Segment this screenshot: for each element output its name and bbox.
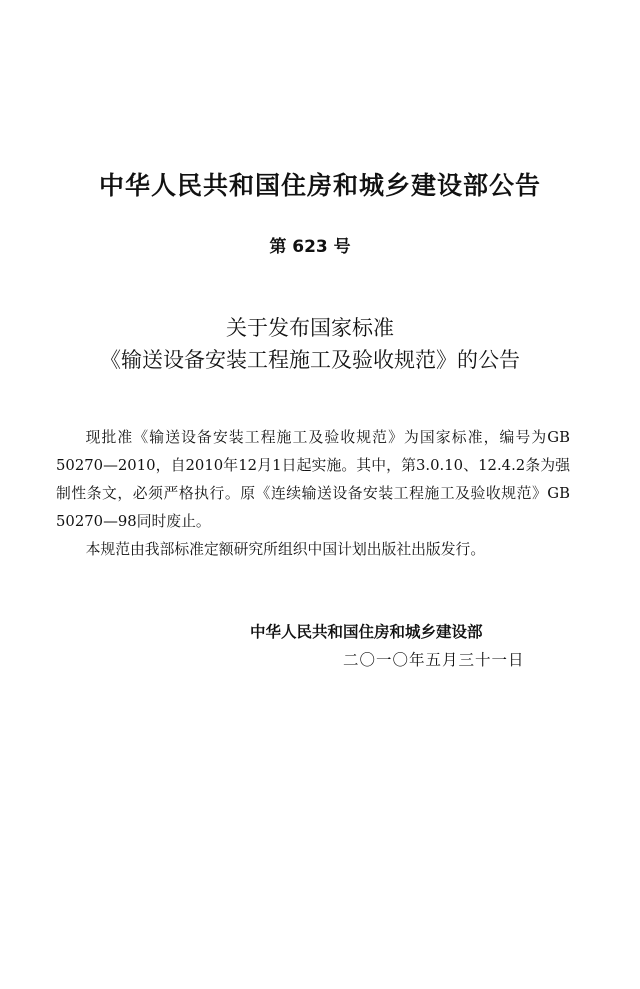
subject-line-2: 《输送设备安装工程施工及验收规范》的公告	[100, 348, 520, 372]
signature-block	[250, 618, 550, 674]
announcement-title: 中华人民共和国住房和城乡建设部公告	[98, 171, 541, 200]
announcement-subject	[0, 312, 620, 376]
announcement-body	[56, 424, 570, 564]
subject-line-1: 关于发布国家标准	[226, 316, 394, 340]
body-paragraph-1: 现批准《输送设备安装工程施工及验收规范》为国家标准，编号为GB 50270—2010，自2010年12月1日起实施。其中，第3.0.10、12.4.2条为强制性条文，必须严格执行。原《连续输送设备安装工程施工及验收规范》GB 50270—98同时废止。	[56, 429, 570, 530]
issuer-name: 中华人民共和国住房和城乡建设部	[250, 623, 483, 641]
body-paragraph-2: 本规范由我部标准定额研究所组织中国计划出版社出版发行。	[85, 541, 486, 558]
issue-date: 二〇一〇年五月三十一日	[343, 651, 525, 669]
announcement-number: 第 623 号	[269, 237, 351, 257]
